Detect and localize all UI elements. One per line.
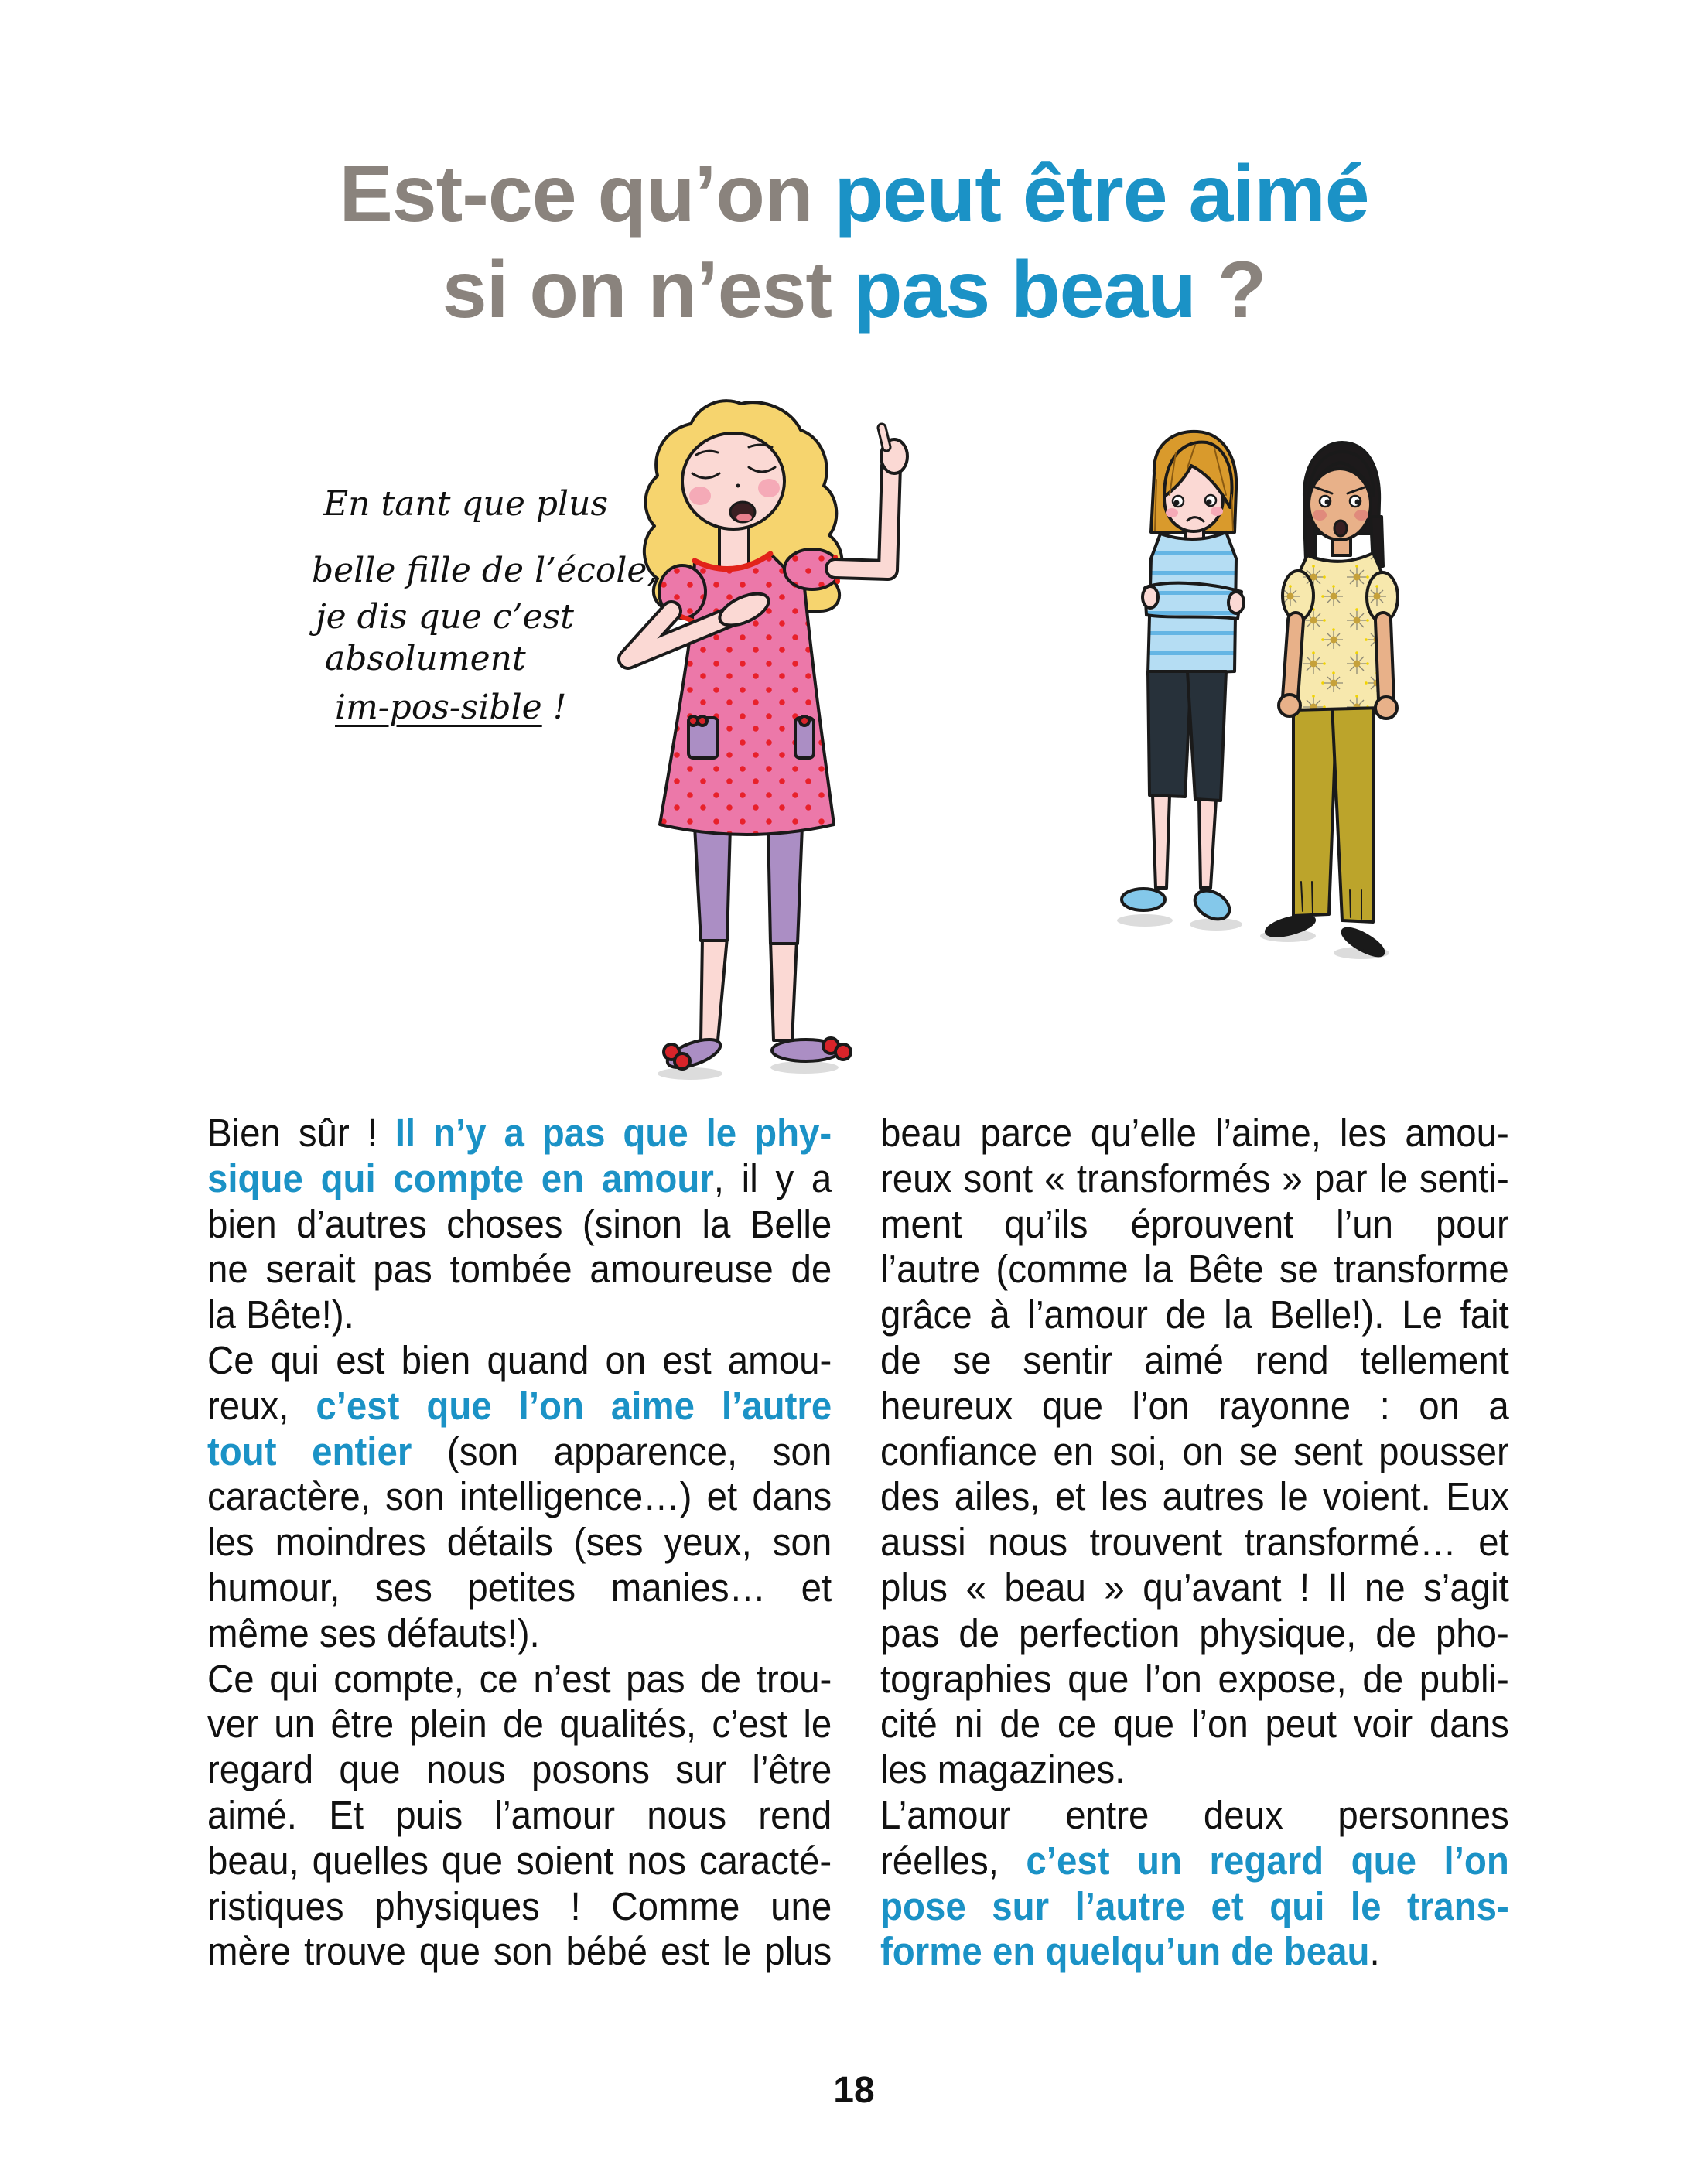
text-line [880, 1292, 1509, 1338]
text-segment: la Bête!). [207, 1292, 354, 1337]
text-line [880, 1839, 1509, 1884]
text-line [880, 1520, 1509, 1566]
text-segment: l’autre (comme la Bête se transforme [880, 1247, 1509, 1292]
text-segment: mère trouve que son bébé est le plus [207, 1929, 832, 1974]
speech-line: je dis que c’est [316, 597, 574, 637]
body-column-right [880, 1111, 1509, 1975]
text-line [880, 1566, 1509, 1611]
text-line [207, 1202, 832, 1248]
text-line [880, 1929, 1509, 1975]
speech-line: belle fille de l’école, [312, 551, 658, 590]
text-segment: bien d’autres choses (sinon la Belle [207, 1201, 832, 1246]
text-segment: Ce qui est bien quand on est amou- [207, 1337, 832, 1382]
text-line [880, 1429, 1509, 1475]
text-line [207, 1793, 832, 1839]
text-line [207, 1384, 832, 1429]
text-segment: ment qu’ils éprouvent l’un pour [880, 1201, 1509, 1246]
highlighted-text: forme en quelqu’un de beau [880, 1929, 1370, 1974]
text-line [207, 1566, 832, 1611]
highlighted-text: sique qui compte en amour [207, 1156, 714, 1200]
exclamation: ! [541, 688, 567, 727]
text-segment: . [1369, 1929, 1380, 1974]
text-line [207, 1747, 832, 1793]
text-segment: beau parce qu’elle l’aime, les amou- [880, 1111, 1509, 1155]
title-plain-text: Est-ce qu’on [339, 149, 835, 239]
text-segment: ver un être plein de qualités, c’est le [207, 1702, 832, 1747]
text-line [880, 1384, 1509, 1429]
illustration-blonde-girl [628, 401, 907, 1080]
text-segment: les magazines. [880, 1747, 1126, 1792]
text-segment: Ce qui compte, ce n’est pas de trou- [207, 1656, 832, 1701]
body-column-left [207, 1111, 832, 1975]
text-segment: même ses défauts!). [207, 1610, 540, 1655]
text-line [207, 1611, 832, 1657]
text-segment: humour, ses petites manies… et [207, 1565, 832, 1610]
text-line [880, 1793, 1509, 1839]
text-line [880, 1338, 1509, 1384]
text-line [207, 1247, 832, 1292]
text-segment: cité ni de ce que l’on peut voir dans [880, 1702, 1509, 1747]
text-segment: pas de perfection physique, de pho- [880, 1610, 1509, 1655]
text-segment: regard que nous posons sur l’être [207, 1747, 832, 1792]
sneaker [1122, 889, 1165, 910]
text-line [880, 1111, 1509, 1156]
text-line [207, 1429, 832, 1475]
highlighted-text: Il n’y a pas que le phy- [395, 1111, 832, 1155]
text-segment: plus « beau » qu’avant ! Il ne s’agit [880, 1565, 1509, 1610]
text-line [880, 1202, 1509, 1248]
text-line [207, 1474, 832, 1520]
highlighted-text: c’est que l’on aime l’autre [316, 1383, 832, 1428]
title-highlight-text: pas beau [852, 245, 1196, 335]
text-line [207, 1839, 832, 1884]
illustration-girl-braids [1260, 442, 1398, 961]
illustration-girl-brown-hair [1117, 432, 1244, 931]
text-segment: caractère, son intelligence…) et dans [207, 1474, 832, 1519]
text-segment: (son apparence, son [412, 1429, 832, 1473]
text-segment: Bien sûr ! [207, 1111, 395, 1155]
text-line [207, 1338, 832, 1384]
title-question-mark: ? [1195, 245, 1266, 335]
text-line [880, 1657, 1509, 1702]
text-line [880, 1247, 1509, 1292]
text-line [207, 1111, 832, 1156]
text-segment: confiance en soi, on se sent pousser [880, 1429, 1509, 1473]
text-line [880, 1474, 1509, 1520]
page-number: 18 [833, 2070, 875, 2111]
speech-line [335, 688, 566, 727]
text-line [207, 1156, 832, 1202]
text-segment: ne serait pas tombée amoureuse de [207, 1247, 832, 1292]
text-line [207, 1884, 832, 1930]
text-segment: des ailes, et les autres le voient. Eux [880, 1474, 1509, 1519]
text-segment: réelles, [880, 1838, 1027, 1883]
text-segment: aimé. Et puis l’amour nous rend [207, 1792, 832, 1837]
text-segment: , il y a [713, 1156, 832, 1200]
text-segment: tographies que l’on expose, de publi- [880, 1656, 1509, 1701]
text-line [880, 1702, 1509, 1747]
text-segment: L’amour entre deux personnes [880, 1792, 1509, 1837]
highlighted-text: c’est un regard que l’on [1026, 1838, 1509, 1883]
text-segment: beau, quelles que soient nos caracté- [207, 1838, 832, 1883]
text-segment: reux sont « transformés » par le senti- [880, 1156, 1509, 1200]
text-line [880, 1747, 1509, 1793]
text-line [880, 1884, 1509, 1930]
highlighted-text: pose sur l’autre et qui le trans- [880, 1883, 1509, 1928]
highlighted-text: tout entier [207, 1429, 412, 1473]
text-segment: de se sentir aimé rend tellement [880, 1337, 1509, 1382]
text-segment: grâce à l’amour de la Belle!). Le fait [880, 1292, 1509, 1337]
text-segment: les moindres détails (ses yeux, son [207, 1520, 832, 1565]
text-line [207, 1657, 832, 1702]
speech-line: En tant que plus [323, 484, 609, 524]
title-plain-text: si on n’est [442, 245, 853, 335]
text-segment: reux, [207, 1383, 316, 1428]
text-segment: aussi nous trouvent transformé… et [880, 1520, 1509, 1565]
speech-line: absolument [325, 639, 526, 678]
text-line [207, 1292, 832, 1338]
text-line [207, 1520, 832, 1566]
text-line [880, 1156, 1509, 1202]
text-line [207, 1702, 832, 1747]
text-line [880, 1611, 1509, 1657]
text-line [207, 1929, 832, 1975]
underlined-word: im-pos-sible [335, 688, 542, 727]
text-segment: ristiques physiques ! Comme une [207, 1883, 832, 1928]
title-highlight-text: peut être aimé [834, 149, 1369, 239]
text-segment: heureux que l’on rayonne : on a [880, 1383, 1509, 1428]
